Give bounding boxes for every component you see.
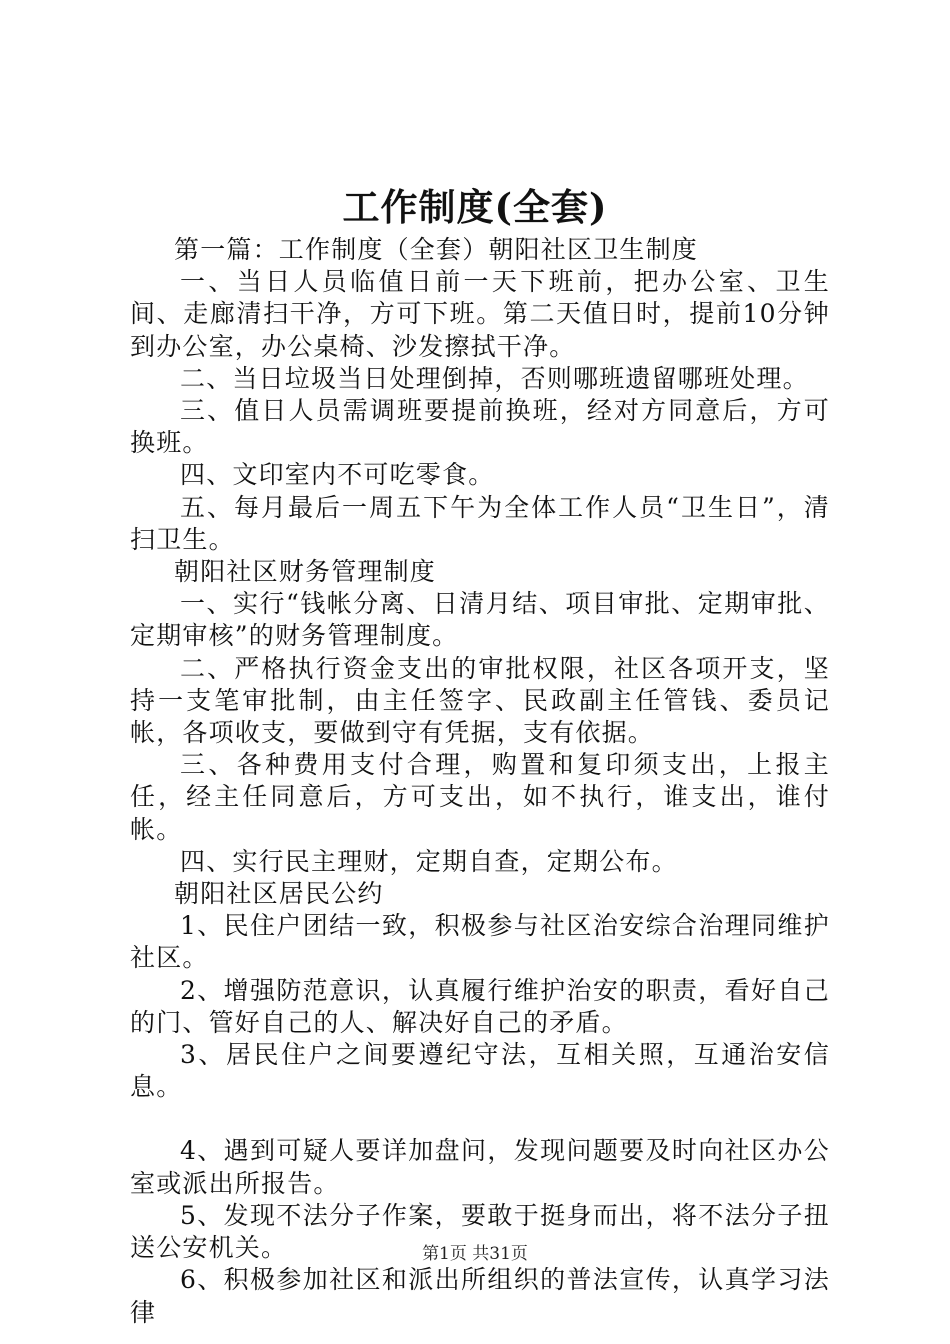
blank-line xyxy=(130,1103,830,1135)
paragraph: 一、当日人员临值日前一天下班前，把办公室、卫生间、走廊清扫干净，方可下班。第二天值日时，提前10分钟到办公室，办公桌椅、沙发擦拭干净。 xyxy=(130,267,830,361)
paragraph: 2、增强防范意识，认真履行维护治安的职责，看好自己的门、管好自己的人、解决好自己的矛盾。 xyxy=(130,975,830,1037)
section-heading: 朝阳社区财务管理制度 xyxy=(174,557,437,587)
paragraph: 三、值日人员需调班要提前换班，经对方同意后，方可换班。 xyxy=(130,396,830,458)
paragraph: 四、实行民主理财，定期自查，定期公布。 xyxy=(180,846,678,876)
paragraph: 4、遇到可疑人要详加盘问，发现问题要及时向社区办公室或派出所报告。 xyxy=(130,1136,830,1198)
paragraph: 一、实行“钱帐分离、日清月结、项目审批、定期审批、定期审核”的财务管理制度。 xyxy=(130,589,830,651)
paragraph: 5、发现不法分子作案，要敢于挺身而出，将不法分子扭送公安机关。 xyxy=(130,1200,830,1263)
document-body xyxy=(130,234,830,1329)
section-heading: 第一篇：工作制度（全套）朝阳社区卫生制度 xyxy=(174,235,699,264)
section-heading: 朝阳社区居民公约 xyxy=(174,879,384,909)
paragraph: 6、积极参加社区和派出所组织的普法宣传，认真学习法律 xyxy=(130,1265,830,1327)
paragraph: 1、民住户团结一致，积极参与社区治安综合治理同维护社区。 xyxy=(130,911,830,973)
paragraph: 五、每月最后一周五下午为全体工作人员“卫生日”，清扫卫生。 xyxy=(130,492,830,554)
paragraph: 三、各种费用支付合理，购置和复印须支出，上报主任，经主任同意后，方可支出，如不执行，谁支出，谁付帐。 xyxy=(130,750,830,844)
page-footer: 第1页 共31页 xyxy=(422,1244,528,1264)
paragraph: 二、当日垃圾当日处理倒掉，否则哪班遗留哪班处理。 xyxy=(180,363,809,393)
paragraph: 二、严格执行资金支出的审批权限，社区各项开支，坚持一支笔审批制，由主任签字、民政副主任管钱、委员记帐，各项收支，要做到守有凭据，支有依据。 xyxy=(130,653,830,748)
paragraph: 四、文印室内不可吃零食。 xyxy=(180,460,495,490)
paragraph: 3、居民住户之间要遵纪守法，互相关照，互通治安信息。 xyxy=(130,1040,830,1102)
document-title: 工作制度(全套) xyxy=(342,185,608,229)
